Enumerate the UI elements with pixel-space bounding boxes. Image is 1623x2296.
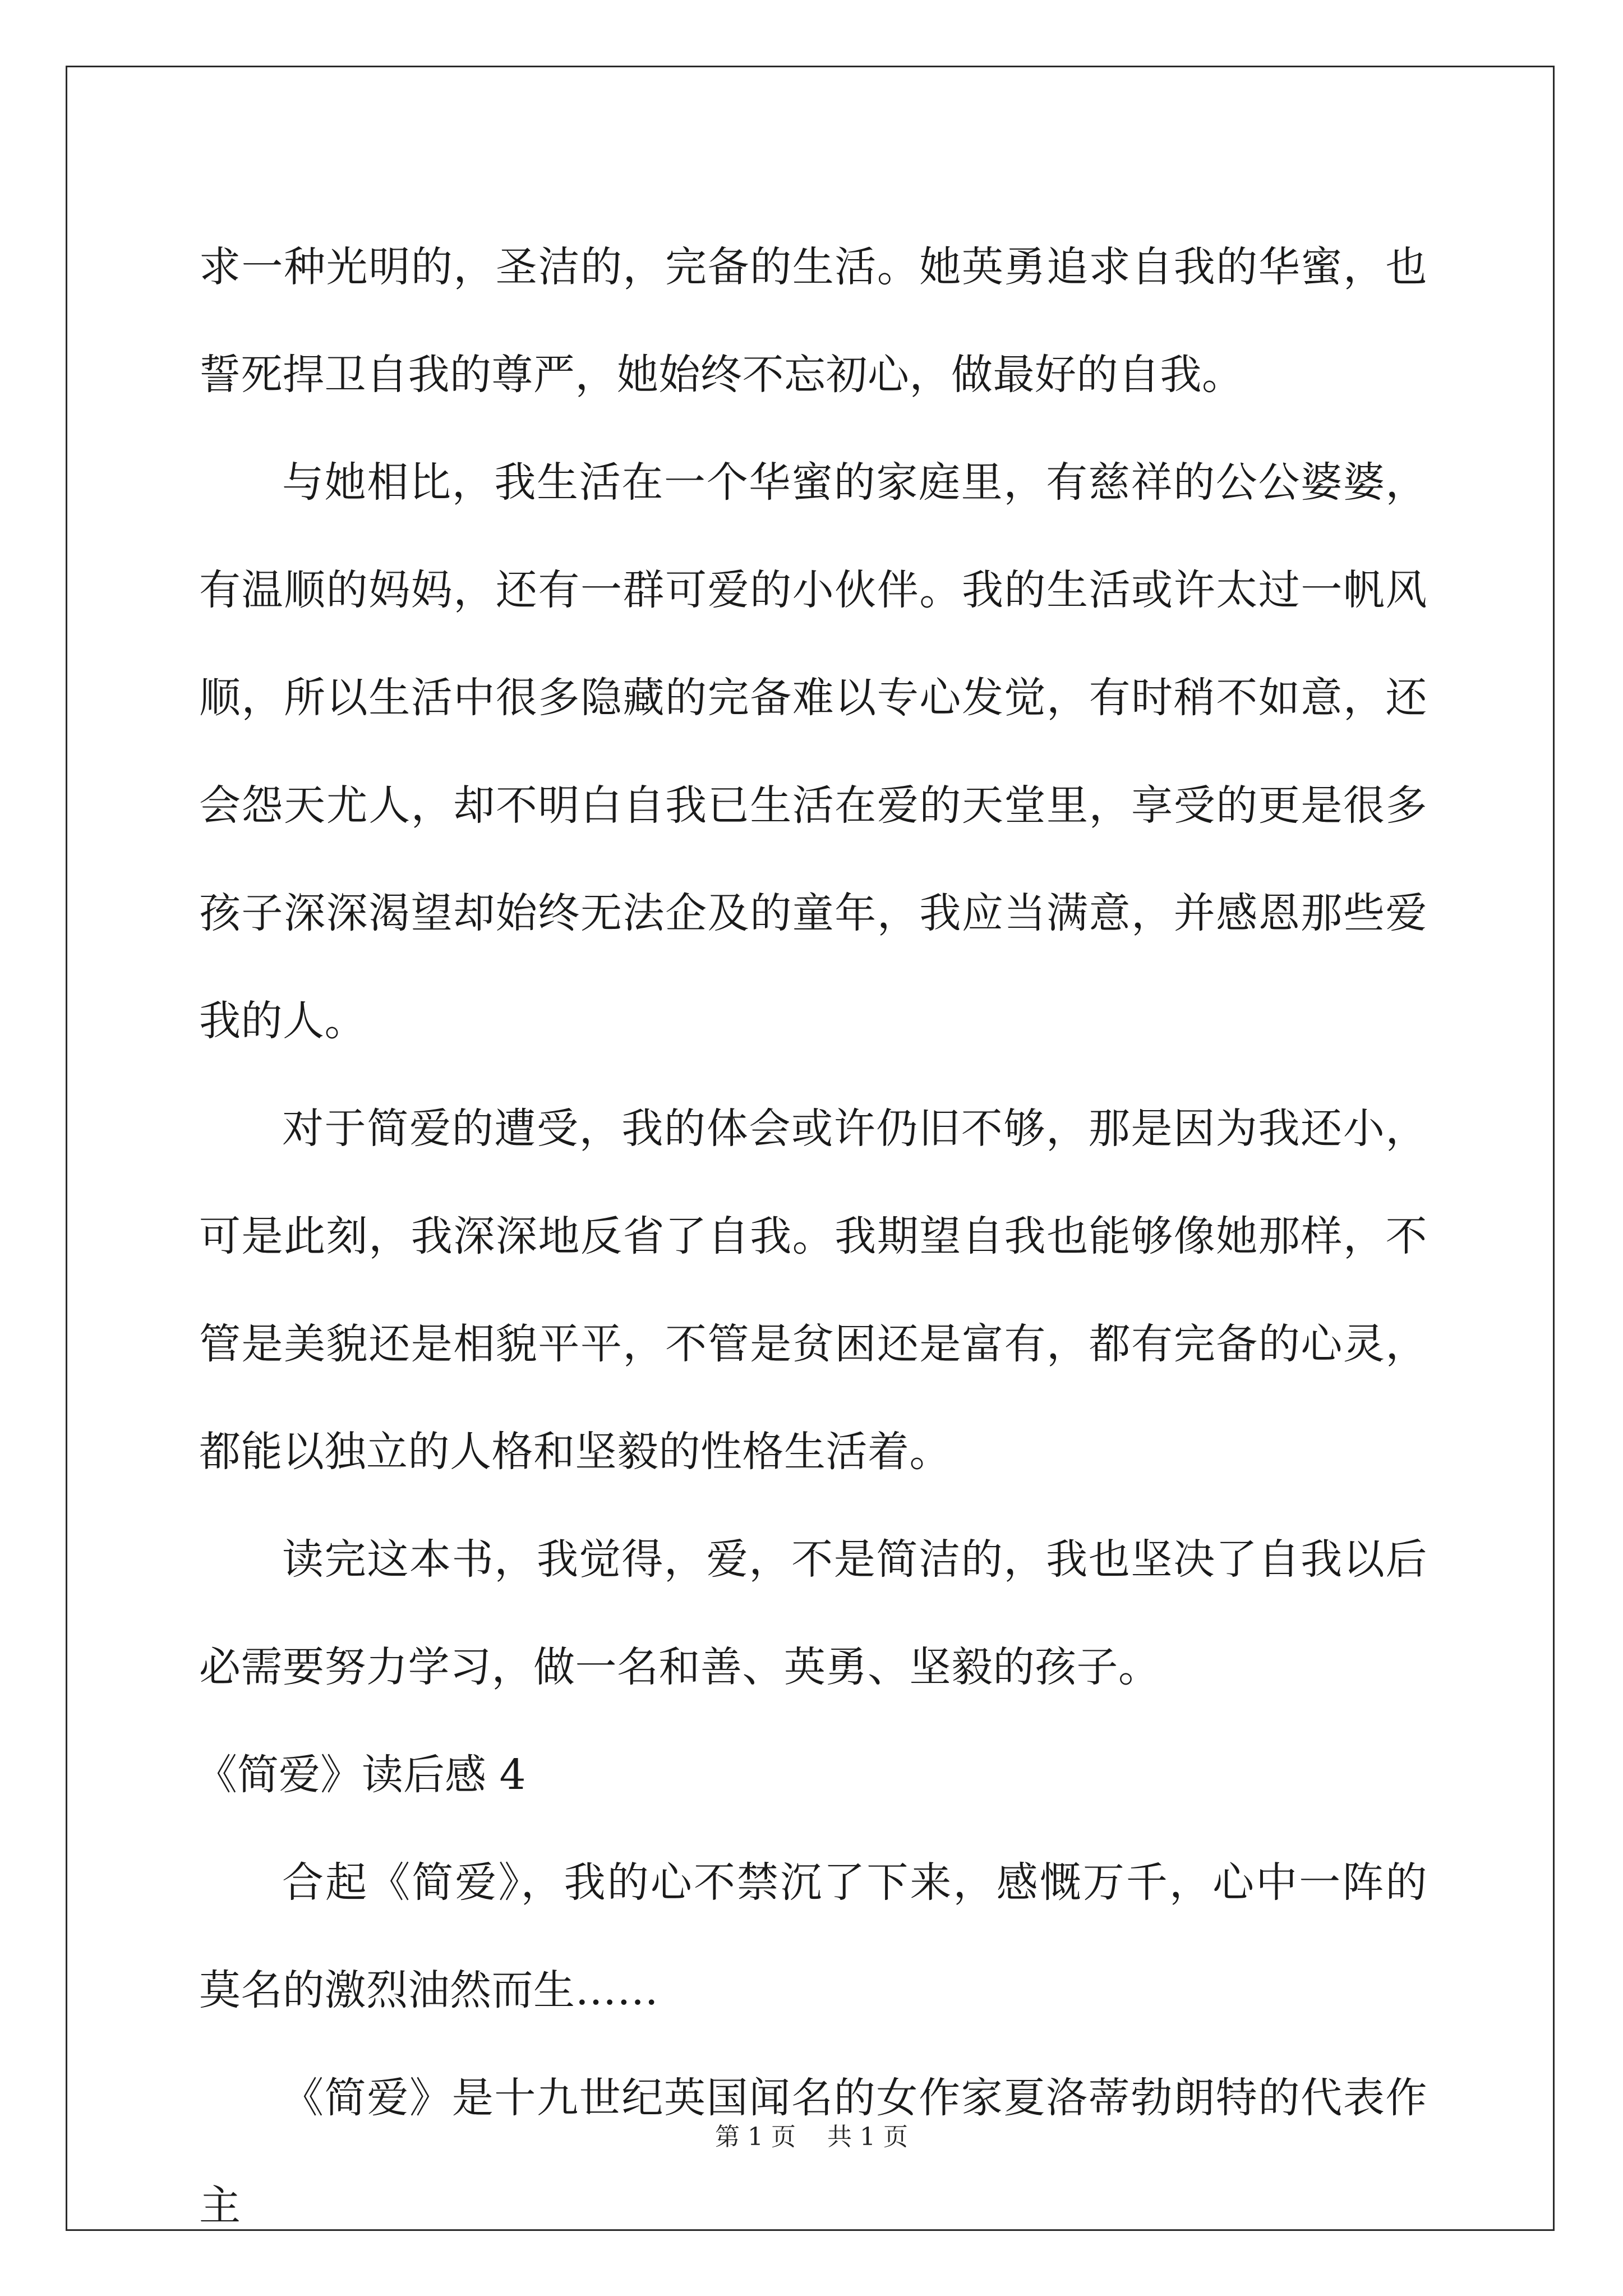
paragraph: 《简爱》是十九世纪英国闻名的女作家夏洛蒂勃朗特的代表作主 bbox=[199, 2074, 1427, 2230]
page-total: 共 1 页 bbox=[827, 2123, 908, 2151]
paragraph: 与她相比，我生活在一个华蜜的家庭里，有慈祥的公公婆婆，有温顺的妈妈，还有一群可爱的小伙伴。我的生活或许太过一帆风顺，所以生活中很多隐藏的完备难以专心发觉，有时稍不如意，还会怨天尤人，却不明白自我已生活在爱的天堂里，享受的更是很多孩子深深渴望却始终无法企及的童年，我应当满意，并感恩那些爱我的人。 bbox=[199, 458, 1427, 1045]
page-number: 第 1 页 bbox=[715, 2123, 796, 2151]
document-body bbox=[196, 213, 1427, 2260]
paragraph: 读完这本书，我觉得，爱，不是简洁的，我也坚决了自我以后必需要努力学习，做一名和善、英勇、坚毅的孩子。 bbox=[199, 1535, 1427, 1691]
paragraph: 合起《简爱》，我的心不禁沉了下来，感慨万千，心中一阵的莫名的激烈油然而生…… bbox=[199, 1858, 1427, 2014]
section-heading: 《简爱》读后感 4 bbox=[196, 1751, 526, 1799]
paragraph: 求一种光明的，圣洁的，完备的生活。她英勇追求自我的华蜜，也誓死捍卫自我的尊严，她始终不忘初心，做最好的自我。 bbox=[199, 243, 1427, 399]
paragraph: 对于简爱的遭受，我的体会或许仍旧不够，那是因为我还小，可是此刻，我深深地反省了自我。我期望自我也能够像她那样，不管是美貌还是相貌平平，不管是贫困还是富有，都有完备的心灵，都能以独立的人格和坚毅的性格生活着。 bbox=[199, 1105, 1427, 1476]
page-footer bbox=[0, 2120, 1623, 2154]
